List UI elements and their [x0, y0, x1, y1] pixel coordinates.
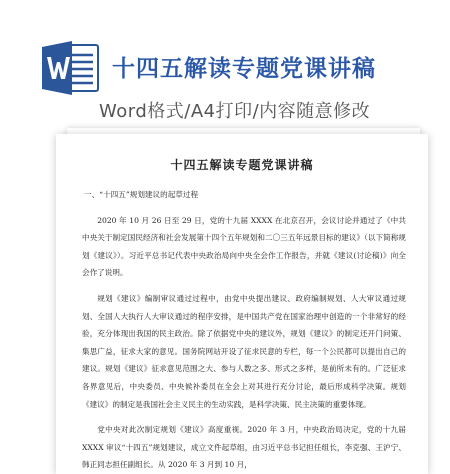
document-page: [56, 134, 428, 474]
paragraph: 党中央对此次制定规划《建议》高度重视。2020 年 3 月，中央政治局决定，党的十九届 XXXX 审议“十四五”规划建议，成立文件起草组，由习近平总书记担任组长，李克强、王沪宁、韩正同志担任副组长。从 2020 年 3 月到 10 月，: [82, 425, 406, 470]
page-subtitle: Word格式/A4打印/内容随意修改: [99, 101, 371, 122]
paragraph: 规划《建议》编制审议通过过程中，由党中央提出建议、政府编制规划、人大审议通过规划、全国人大执行人大审议通过的程序安排，是中国共产党在国家治理中创造的一个非常好的经验，充分体现出我国的民主政治。除了依据党中央的建议外，规划《建议》的制定还开门问策、集思广益，征求大家的意见。国务院网站开设了征求民意的专栏，每一个公民都可以提出自己的建议。规划《建议》征求意见范围之大、参与人数之多、形式之多样，是前所未有的。广泛征求各界意见后，中央委员、中央候补委员在全会上对其进行充分讨论，最后形成科学决策。规划《建议》的制定是我国社会主义民主的生动实践，是科学决策、民主决策的重要体现。: [82, 293, 406, 409]
paragraph: 2020 年 10 月 26 日至 29 日，党的十九届 XXXX 在北京召开，会议讨论并通过了《中共中央关于制定国民经济和社会发展第十四个五年规划和二〇三五年远景目标的建议》（以下简称规划《建议》）。习近平总书记代表中央政治局向中央全会作工作报告，并就《建议(讨论稿)》向全会作了说明。: [82, 215, 406, 278]
page-title: 十四五解读专题党课讲稿: [112, 56, 376, 82]
document-title: 十四五解读专题党课讲稿: [170, 158, 314, 172]
section-heading: 一、“十四五”规划建议的起草过程: [84, 190, 199, 199]
word-icon: [40, 40, 100, 96]
document-body: [82, 186, 406, 474]
